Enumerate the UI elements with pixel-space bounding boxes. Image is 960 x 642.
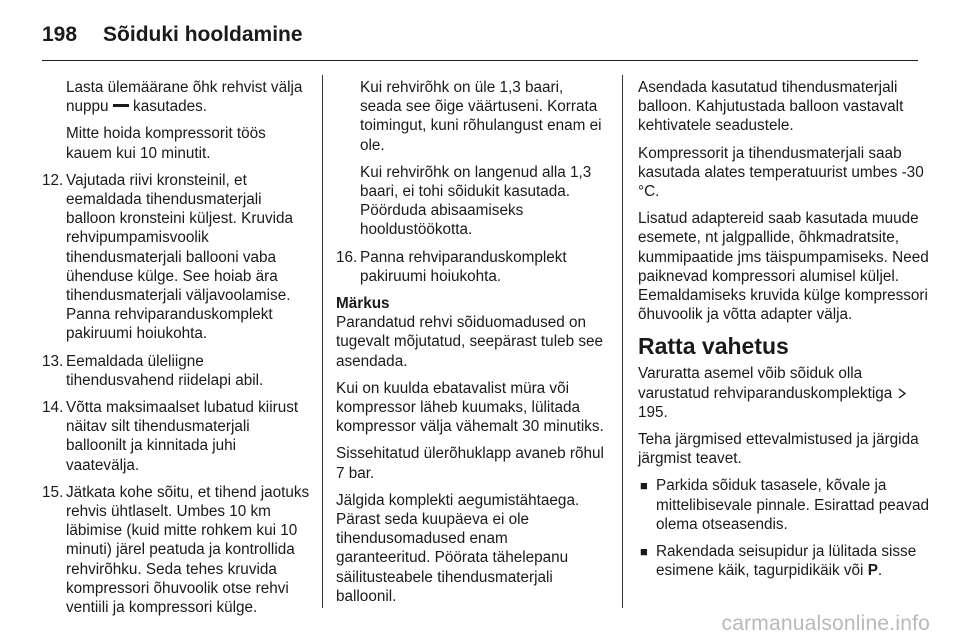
note-heading: Märkus [336, 295, 390, 313]
paragraph [42, 78, 310, 116]
list-text: Jätkata kohe sõitu, et tihend jaotuks rehvis ühtlaselt. Umbes 10 km läbimise (kuid mitte rohkem kui 10 minuti) järel peatuda ja kontrollida rehvirõhku. Seda tehes kruvida kompressori õhuvoolik otse rehvi ventiili ja kompressori külge. [66, 483, 310, 617]
paragraph: Teha järgmised ettevalmistused ja järgida järgmist teavet. [638, 431, 919, 468]
header-divider [42, 60, 918, 61]
note-paragraph: Sissehitatud ülerõhuklapp avaneb rõhul 7 bar. [336, 445, 604, 482]
list-text: Vajutada riivi kronsteinil, et eemaldada tihendusmaterjali balloon kronsteini küljest. Kruvida rehvipumpamisvoolik tihendusmaterjali ballooni vaba ühenduse külge. See hoiab ära tihendusmaterjali väljavoolamise. Panna rehviparanduskomplekt pakiruumi hoiukohta. [66, 171, 294, 343]
bullet-text-part: . [877, 562, 883, 580]
watermark: carmanualsonline.info [721, 612, 930, 635]
page-title: Sõiduki hooldamine [103, 23, 303, 46]
list-number: 12. [42, 171, 64, 189]
page-reference[interactable]: 195. [638, 403, 668, 421]
list-text: Panna rehviparanduskomplekt pakiruumi hoiukohta. [360, 248, 567, 285]
list-number: 14. [42, 399, 64, 417]
column-3 [638, 78, 932, 588]
bullet-item [638, 476, 932, 534]
paragraph: Asendada kasutatud tihendusmaterjali balloon. Kahjutustada balloon vastavalt kehtivatele seadustele. [638, 79, 904, 135]
paragraph: Mitte hoida kompressorit töös kauem kui 10 minutit. [66, 125, 266, 162]
column-1 [42, 78, 310, 625]
list-number: 15. [42, 483, 64, 501]
column-divider-1 [322, 75, 323, 608]
bullet-text [656, 542, 932, 580]
paragraph: Lisatud adaptereid saab kasutada muude esemete, nt jalgpallide, õhkmadratsite, kummipaatide jms täispumpamiseks. Need paiknevad kompressori alumisel küljel. Eemaldamiseks kruvida külge kompressori õhuvoolik ja võtta adapter välja. [638, 210, 929, 324]
gear-label: P [867, 562, 878, 580]
list-item [42, 398, 310, 475]
bullet-item [638, 542, 932, 580]
list-number: 16. [336, 248, 358, 266]
column-divider-2 [622, 75, 623, 608]
note-paragraph: Jälgida komplekti aegumistähtaega. Pärast seda kuupäeva ei ole tihendusomadused enam garanteeritud. Pöörata tähelepanu säilitusteabele tihendusmaterjali balloonil. [336, 491, 580, 605]
page-reference-arrow-icon [897, 388, 907, 399]
section-heading: Ratta vahetus [638, 333, 789, 360]
note-paragraph: Kui on kuulda ebatavalist müra või kompressor läheb kuumaks, lülitada kompressor välja vähemalt 30 minutiks. [336, 379, 604, 436]
bullet-text: Parkida sõiduk tasasele, kõvale ja mittelibisevale pinnale. Esirattad peavad olema otseasendis. [656, 477, 929, 533]
paragraph-text: Lasta ülemäärane õhk rehvist välja nuppu [66, 79, 303, 116]
page-number: 198 [42, 23, 78, 46]
page-header [42, 20, 303, 50]
note-paragraph: Parandatud rehvi sõiduomadused on tugevalt mõjutatud, seepärast tuleb see asendada. [336, 314, 604, 370]
list-item [336, 248, 606, 286]
paragraph: Kui rehvirõhk on langenud alla 1,3 baari, ei tohi sõidukit kasutada. Pöörduda abisaamiseks hooldustöökotta. [360, 163, 592, 239]
minus-button-icon [113, 104, 129, 107]
list-number: 13. [42, 352, 64, 370]
list-item [42, 483, 310, 617]
list-text: Võtta maksimaalset lubatud kiirust näitav silt tihendusmaterjali balloonilt ja kinnitada juhi vaatevälja. [66, 399, 299, 474]
square-bullet-icon: ■ [640, 478, 648, 494]
paragraph: Kui rehvirõhk on üle 1,3 baari, seada see õige väärtuseni. Korrata toimingut, kuni rõhulangust enam ei ole. [360, 79, 602, 154]
column-2 [336, 78, 606, 614]
list-item [42, 352, 310, 390]
square-bullet-icon: ■ [640, 544, 648, 560]
paragraph: Kompressorit ja tihendusmaterjali saab kasutada alates temperatuurist umbes -30 °C. [638, 144, 924, 201]
paragraph-text: Varuratta asemel võib sõiduk olla varustatud rehviparanduskomplektiga [638, 365, 893, 402]
bullet-text-part: Rakendada seisupidur ja lülitada sisse esimene käik, tagurpidikäik või [656, 543, 917, 580]
paragraph [638, 364, 932, 422]
paragraph-text: kasutades. [133, 98, 208, 116]
list-item [42, 171, 310, 344]
list-text: Eemaldada üleliigne tihendusvahend riidelapi abil. [66, 352, 264, 389]
